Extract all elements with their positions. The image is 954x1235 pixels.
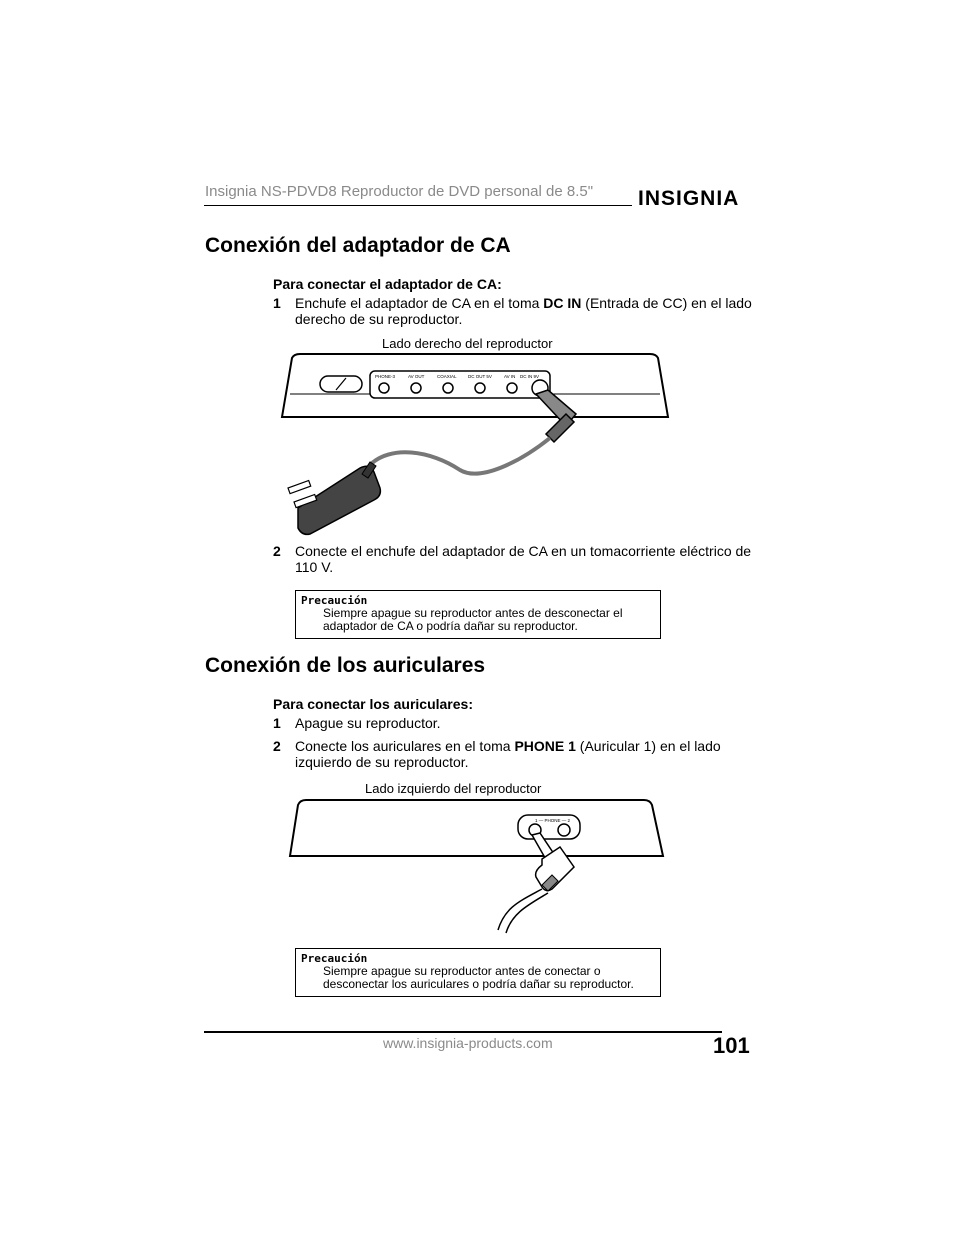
caution-title: Precaución — [301, 952, 368, 965]
caution-text: Siempre apague su reproductor antes de desconectar el adaptador de CA o podría dañar su reproductor. — [323, 606, 623, 633]
headphones-illustration — [280, 795, 675, 935]
figure-caption-left-side: Lado izquierdo del reproductor — [365, 781, 542, 796]
footer-url: www.insignia-products.com — [383, 1035, 553, 1051]
step-number: 1 — [273, 295, 281, 311]
caution-text: Siempre apague su reproductor antes de conectar o desconectar los auriculares o podría dañar su reproductor. — [323, 964, 634, 991]
phone-2-jack — [558, 824, 570, 836]
running-header: Insignia NS-PDVD8 Reproductor de DVD personal de 8.5" — [205, 183, 594, 200]
step-text: Conecte el enchufe del adaptador de CA en un tomacorriente eléctrico de 110 V. — [295, 543, 752, 575]
step-ac-2 — [273, 543, 763, 577]
logo-text: INSIGNIA — [638, 187, 740, 210]
port-jack — [379, 383, 389, 393]
header-rule — [204, 205, 632, 206]
step-ac-1 — [273, 295, 763, 329]
port-jack — [443, 383, 453, 393]
phone-port-label: 1 — PHONE — 2 — [535, 818, 571, 823]
section-heading-ac: Conexión del adaptador de CA — [205, 234, 511, 257]
subheading-headphones: Para conectar los auriculares: — [273, 696, 473, 712]
port-label: DC IN 9V — [520, 374, 540, 379]
figure-caption-right-side: Lado derecho del reproductor — [382, 336, 553, 351]
port-jack — [507, 383, 517, 393]
port-label: AV OUT — [408, 374, 425, 379]
step-number: 1 — [273, 715, 281, 731]
port-jack — [475, 383, 485, 393]
port-label: PHONE-3 — [375, 374, 396, 379]
step-number: 2 — [273, 738, 281, 754]
step-number: 2 — [273, 543, 281, 559]
insignia-logo — [638, 183, 754, 211]
ac-adapter-illustration — [270, 350, 680, 545]
step-headphones-2 — [273, 738, 763, 772]
subheading-ac: Para conectar el adaptador de CA: — [273, 276, 502, 292]
section-heading-headphones: Conexión de los auriculares — [205, 654, 486, 677]
caution-box-ac — [295, 590, 661, 639]
port-label: DC OUT 5V — [468, 374, 492, 379]
port-label: COAXIAL — [437, 374, 457, 379]
step-text: Apague su reproductor. — [295, 715, 441, 731]
page-number: 101 — [713, 1033, 750, 1058]
caution-title: Precaución — [301, 594, 368, 607]
port-label: AV IN — [504, 374, 516, 379]
footer-rule — [204, 1031, 722, 1033]
port-jack — [411, 383, 421, 393]
step-text: Enchufe el adaptador de CA en el toma DC IN (Entrada de CC) en el lado derecho de su reproductor. — [295, 295, 752, 327]
step-headphones-1 — [273, 715, 763, 733]
caution-box-headphones — [295, 948, 661, 997]
step-text: Conecte los auriculares en el toma PHONE 1 (Auricular 1) en el lado izquierdo de su reproductor. — [295, 738, 721, 770]
